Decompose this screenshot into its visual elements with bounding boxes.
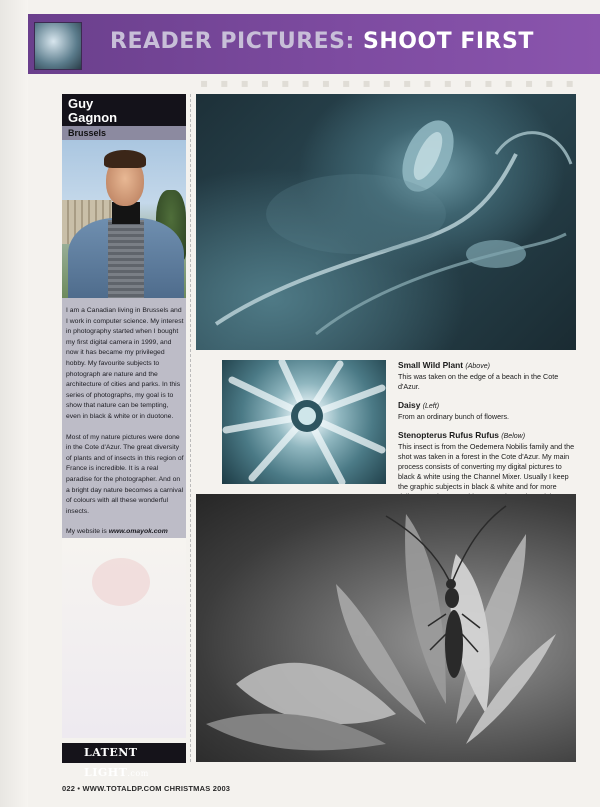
caption-title [398,430,576,442]
title-main: READER PICTURES: [110,29,355,54]
caption-position: (Below) [501,433,526,440]
caption-body: This was taken on the edge of a beach in the Cote d'Azur. [398,372,559,391]
photo-stenopterus-rufus [196,494,576,762]
website-label: My website is [66,528,107,536]
caption-title-text: Stenopterus Rufus Rufus [398,430,499,440]
bleed-through-text: ▪ ▪ ▪ ▪ ▪ ▪ ▪ ▪ ▪ ▪ ▪ ▪ ▪ ▪ ▪ ▪ ▪ ▪ ▪ [200,76,578,90]
camera-lens-icon [34,22,82,70]
page-footer: 022 • WWW.TOTALDP.COM CHRISTMAS 2003 [62,784,231,793]
website-link[interactable]: www.omayok.com [108,528,168,536]
caption-title-text: Daisy [398,400,421,410]
last-name: Gagnon [68,110,118,125]
title-accent: SHOOT FIRST [363,29,534,54]
faded-cover-shape [92,558,150,606]
photo-small-wild-plant [196,94,576,350]
portrait-shirt [108,220,144,298]
logo-suffix: .com [127,769,149,778]
caption-body: From an ordinary bunch of flowers. [398,412,510,421]
portrait-hair [104,150,146,168]
photographer-city: Brussels [62,126,186,140]
photographer-bio [66,306,184,548]
bio-paragraph: Most of my nature pictures were done in the Cote d'Azur. The great diversity of plants and of insects in this region of France is incredible. It is a real paradise for the photographer. And on a bright day nature becomes a carnival of colours with all these wonderful insects. [66,433,184,515]
photo-captions [398,360,576,510]
photographer-portrait [62,140,186,298]
faded-cover-image [62,538,186,738]
column-divider [190,94,191,762]
caption-title [398,360,576,372]
website-line [66,527,184,538]
logo-text: LATENT LIGHT [84,746,138,779]
caption-position: (Above) [465,363,490,370]
page-title [110,29,534,54]
caption-title-text: Small Wild Plant [398,360,464,370]
latent-light-logo [62,743,186,779]
first-name: Guy [68,96,94,111]
bio-paragraph: I am a Canadian living in Brussels and I work in computer science. My interest in photography started when I bought my first digital camera in 1999, and now it has became my privileged hobby. My favourite subjects to photograph are nature and the architecture of cities and parks. In this series of photographs, my goal is to show that nature can be tempting, even in black & white or in duotone. [66,307,184,420]
caption-title [398,400,576,412]
photo-daisy [222,360,386,484]
page-gutter [0,0,28,807]
caption-position: (Left) [422,403,440,410]
photographer-name [62,94,186,126]
caption-body: This insect is from the Oedemera Nobilis family and the shot was taken in a forest in the Cote d'Azur. My main process consists of converting my digital pictures to black & white using the Channel Mixer. Usually I keep the graphic subjects in black & white and for more [398,442,575,491]
